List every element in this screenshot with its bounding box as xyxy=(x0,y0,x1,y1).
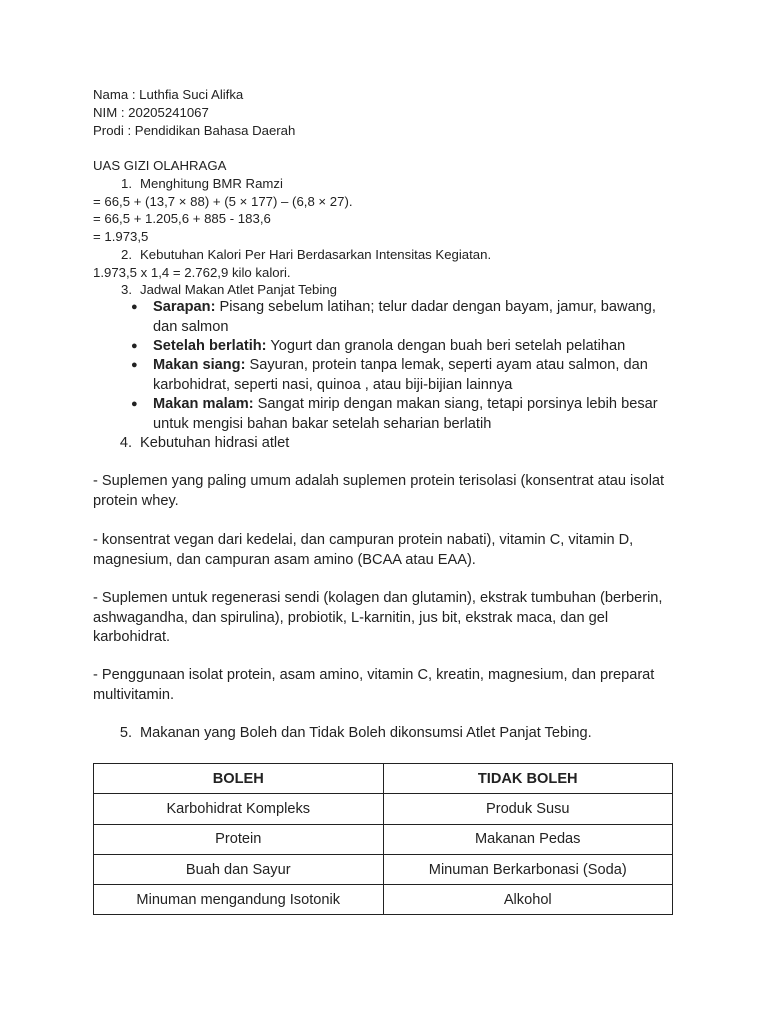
meal-label: Makan siang: xyxy=(153,357,246,373)
calorie-line: 1.973,5 x 1,4 = 2.762,9 kilo kalori. xyxy=(93,265,291,280)
boleh-cell: Protein xyxy=(94,824,384,854)
meal-text: Pisang sebelum latihan; telur dadar dengan bayam, jamur, bawang, dan salmon xyxy=(153,299,656,335)
section-5-title: Makanan yang Boleh dan Tidak Boleh dikonsumsi Atlet Panjat Tebing. xyxy=(140,725,592,741)
section-5-heading xyxy=(110,724,592,744)
boleh-cell: Karbohidrat Kompleks xyxy=(94,794,384,824)
table-row xyxy=(94,794,673,824)
section-1-title: Menghitung BMR Ramzi xyxy=(140,176,283,191)
student-nim: NIM : 20205241067 xyxy=(93,105,209,120)
meal-item-makan-siang xyxy=(153,356,673,395)
meal-label: Makan malam: xyxy=(153,396,254,412)
section-2-number: 2. xyxy=(121,247,132,262)
section-3-title: Jadwal Makan Atlet Panjat Tebing xyxy=(140,282,337,297)
tidak-boleh-cell: Makanan Pedas xyxy=(383,824,673,854)
section-1-number: 1. xyxy=(121,176,132,191)
bullet-icon: ● xyxy=(131,398,138,410)
supplement-paragraph: - konsentrat vegan dari kedelai, dan campuran protein nabati), vitamin C, vitamin D, magnesium, dan campuran asam amino (BCAA atau EAA). xyxy=(93,532,634,568)
document-title: UAS GIZI OLAHRAGA xyxy=(93,158,227,173)
header-tidak-boleh: TIDAK BOLEH xyxy=(383,764,673,794)
meal-text: Sangat mirip dengan makan siang, tetapi porsinya lebih besar untuk mengisi bahan bakar setelah seharian berlatih xyxy=(153,396,658,432)
boleh-cell: Minuman mengandung Isotonik xyxy=(94,885,384,915)
bullet-icon: ● xyxy=(131,340,138,352)
bullet-icon: ● xyxy=(131,359,138,371)
tidak-boleh-cell: Produk Susu xyxy=(383,794,673,824)
section-2-title: Kebutuhan Kalori Per Hari Berdasarkan Intensitas Kegiatan. xyxy=(140,247,492,262)
section-3-number: 3. xyxy=(121,282,132,297)
tidak-boleh-cell: Alkohol xyxy=(383,885,673,915)
meal-label: Setelah berlatih: xyxy=(153,338,267,354)
meal-item-sarapan xyxy=(153,298,673,337)
meal-item-setelah-berlatih xyxy=(153,337,673,357)
meal-label: Sarapan: xyxy=(153,299,216,315)
table-row xyxy=(94,824,673,854)
supplement-paragraph: - Penggunaan isolat protein, asam amino, vitamin C, kreatin, magnesium, dan preparat multivitamin. xyxy=(93,667,655,703)
section-4-title: Kebutuhan hidrasi atlet xyxy=(140,435,290,451)
bullet-icon: ● xyxy=(131,301,138,313)
boleh-cell: Buah dan Sayur xyxy=(94,854,384,884)
meal-item-makan-malam xyxy=(153,395,673,434)
supplement-paragraph: - Suplemen untuk regenerasi sendi (kolagen dan glutamin), ekstrak tumbuhan (berberin, ashwagandha, dan spirulina), probiotik, L-karnitin, jus bit, ekstrak maca, dan gel karbohidrat. xyxy=(93,590,663,645)
section-2-heading xyxy=(110,246,491,264)
bmr-line: = 66,5 + 1.205,6 + 885 - 183,6 xyxy=(93,211,271,226)
section-4-number: 4. xyxy=(119,435,132,451)
table-header-row xyxy=(94,764,673,794)
supplement-paragraph: - Suplemen yang paling umum adalah suplemen protein terisolasi (konsentrat atau isolat protein whey. xyxy=(93,473,665,509)
section-3-heading xyxy=(110,281,337,299)
header-boleh: BOLEH xyxy=(94,764,384,794)
section-1-heading xyxy=(110,175,283,193)
meal-text: Yogurt dan granola dengan buah beri setelah pelatihan xyxy=(266,338,626,354)
section-4-heading xyxy=(110,434,289,454)
table-row xyxy=(94,885,673,915)
section-5-number: 5. xyxy=(119,725,132,741)
food-table xyxy=(93,763,673,915)
student-name: Nama : Luthfia Suci Alifka xyxy=(93,87,244,102)
bmr-line: = 66,5 + (13,7 × 88) + (5 × 177) – (6,8 × 27). xyxy=(93,194,353,209)
bmr-line: = 1.973,5 xyxy=(93,229,149,244)
meal-text: Sayuran, protein tanpa lemak, seperti ayam atau salmon, dan karbohidrat, seperti nasi, quinoa , atau biji-bijian lainnya xyxy=(153,357,648,393)
table-row xyxy=(94,854,673,884)
student-prodi: Prodi : Pendidikan Bahasa Daerah xyxy=(93,123,296,138)
tidak-boleh-cell: Minuman Berkarbonasi (Soda) xyxy=(383,854,673,884)
